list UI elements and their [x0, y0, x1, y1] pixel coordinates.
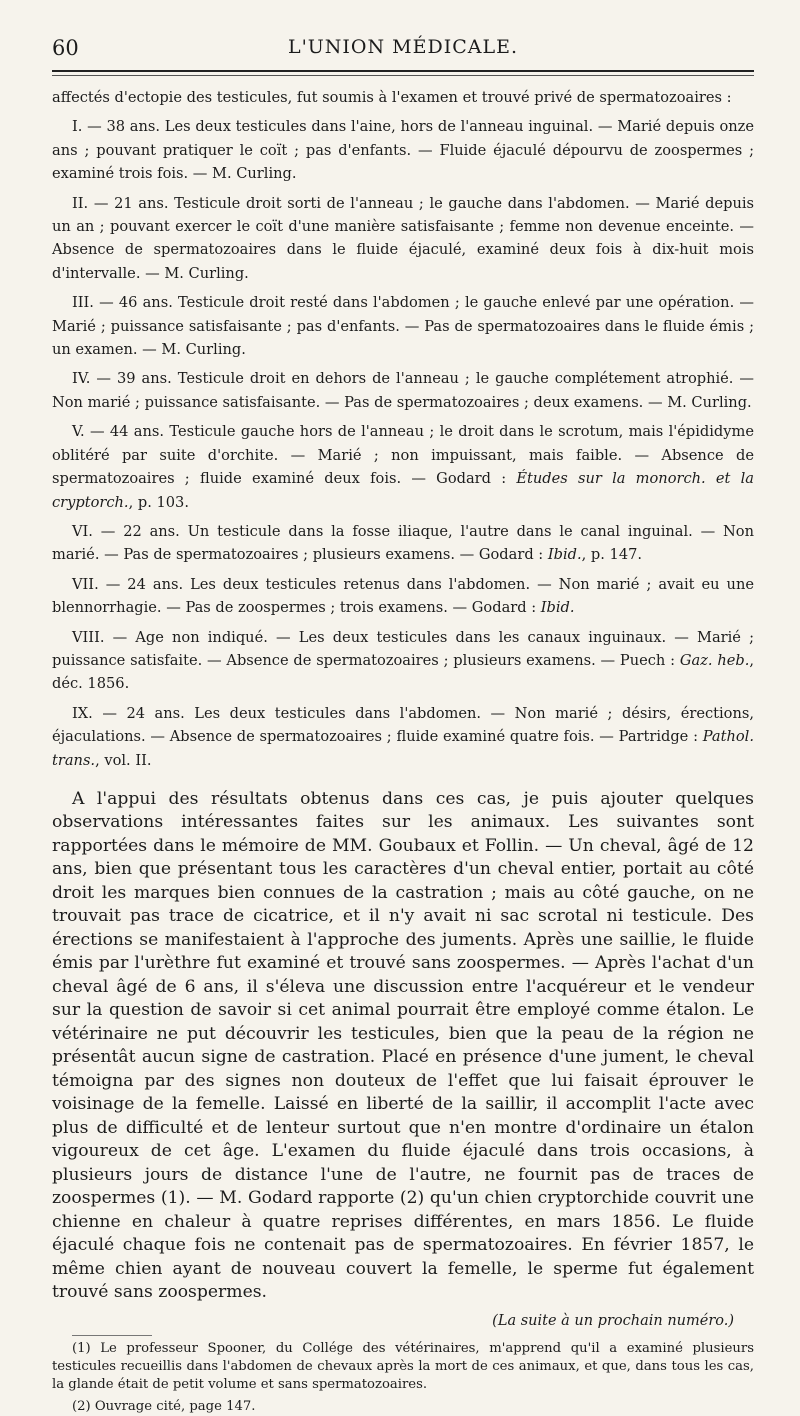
case-item [52, 573, 754, 620]
case-text: — 39 ans. Testicule droit en dehors de l'anneau ; le gauche complétement atrophié. — Non marié ; puissance satisfaisante. — Pas de spermatozoaires ; deux examens. — M. Curling. [52, 370, 754, 411]
case-item [52, 291, 754, 361]
case-text: — 46 ans. Testicule droit resté dans l'abdomen ; le gauche enlevé par une opération. — Marié ; puissance satisfaisante ; pas d'enfants. — Pas de spermatozoaires dans le fluide émis ; un examen. — M. Curling. [52, 294, 754, 359]
case-tail: , vol. II. [95, 751, 152, 769]
case-item [52, 367, 754, 414]
case-text: — 38 ans. Les deux testicules dans l'aine, hors de l'anneau inguinal. — Marié depuis onze ans ; pouvant pratiquer le coït ; pas d'enfants. — Fluide éjaculé dépourvu de zoospermes ; examiné trois fois. — M. Curling. [52, 118, 754, 183]
case-item [52, 192, 754, 286]
case-text: — 22 ans. Un testicule dans la fosse iliaque, l'autre dans le canal inguinal. — Non marié. — Pas de spermatozoaires ; plusieurs examens. — Godard : [52, 522, 754, 564]
case-number: I. [72, 118, 83, 136]
continued-note: (La suite à un prochain numéro.) [492, 1312, 734, 1329]
header-rule-thin [52, 75, 754, 76]
case-text: — 44 ans. Testicule gauche hors de l'anneau ; le droit dans le scrotum, mais l'épididyme oblitéré par suite d'orchite. — Marié ; non impuissant, mais faible. — Absence de spermatozoaires ; fluide examiné deux fois. — Godard : [52, 423, 754, 488]
case-item [52, 702, 754, 772]
case-tail: , p. 103. [128, 493, 189, 511]
case-tail: , p. 147. [581, 546, 643, 564]
body-paragraph: A l'appui des résultats obtenus dans ces cas, je puis ajouter quelques observations intéressantes faites sur les animaux. Les suivantes sont rapportées dans le mémoire de MM. Goubaux et Follin. — Un cheval, âgé de 12 ans, bien que présentant tous les caractères d'un cheval entier, portait au côté droit les marques bien connues de la castration ; mais au côté gauche, on ne trouvait pas trace de cicatrice, et il n'y avait ni sac scrotal ni testicule. Des érections se manifestaient à l'approche des juments. Après une saillie, le fluide émis par l'urèthre fut examiné et trouvé sans zoospermes. — Après l'achat d'un cheval âgé de 6 ans, il s'éleva une discussion entre l'acquéreur et le vendeur sur la question de savoir si cet animal pourrait être employé comme étalon. Le vétérinaire ne put découvrir les testicules, bien que la peau de la région ne présentât aucun signe de castration. Placé en présence d'une jument, le cheval témoigna par des signes non douteux de l'effet que lui faisait éprouver le voisinage de la femelle. Laissé en liberté de la saillir, il accomplit l'acte avec plus de difficulté et de lenteur surtout que n'en montre d'ordinaire un étalon vigoureux de cet âge. L'examen du fluide éjaculé dans trois occasions, à plusieurs jours de distance l'une de l'autre, ne fournit pas de traces de zoospermes (1). — M. Godard rapporte (2) qu'un chien cryptorchide couvrit une chienne en chaleur à quatre reprises différentes, en mars 1856. Le fluide éjaculé chaque fois ne contenait pas de spermatozoaires. En février 1857, le même chien ayant de nouveau couvert la femelle, le sperme fut également trouvé sans zoospermes. [52, 788, 754, 1303]
case-number: II. [72, 194, 89, 212]
case-citation: Ibid. [540, 599, 575, 617]
case-citation: Pathol. trans. [52, 728, 754, 769]
case-citation: Ibid. [547, 546, 582, 564]
header-rule [52, 70, 754, 72]
case-item [52, 420, 754, 514]
case-text: — 24 ans. Les deux testicules retenus dans l'abdomen. — Non marié ; avait eu une blennorrhagie. — Pas de zoospermes ; trois examens. — Godard : [52, 575, 754, 617]
case-text: — Age non indiqué. — Les deux testicules dans les canaux inguinaux. — Marié ; puissance satisfaite. — Absence de spermatozoaires ; plusieurs examens. — Puech : [52, 628, 754, 669]
footnote-rule [72, 1335, 152, 1336]
footnote-2: (2) Ouvrage cité, page 147. [72, 1398, 256, 1414]
case-number: V. [72, 423, 85, 441]
page-number: 60 [52, 36, 79, 60]
case-number: VII. [72, 575, 99, 593]
page-header [52, 28, 754, 66]
case-number: VIII. [72, 628, 105, 646]
case-number: VI. [72, 522, 93, 540]
case-number: IV. [72, 370, 91, 388]
intro-text: affectés d'ectopie des testicules, fut soumis à l'examen et trouvé privé de spermatozoaires : [52, 89, 732, 106]
footnote-1: (1) Le professeur Spooner, du Collége des vétérinaires, m'apprend qu'il a examiné plusieurs testicules recueillis dans l'abdomen de chevaux après la mort de ces animaux, et que, dans tous les cas, la glande était de petit volume et sans spermatozoaires. [52, 1340, 754, 1392]
case-number: IX. [72, 704, 93, 722]
case-item [52, 520, 754, 567]
case-number: III. [72, 294, 94, 312]
case-citation: Études sur la monorch. et la cryptorch. [52, 470, 754, 511]
case-item [52, 115, 754, 185]
running-title: L'UNION MÉDICALE. [287, 36, 519, 58]
case-tail: , déc. 1856. [52, 651, 755, 693]
case-text: — 21 ans. Testicule droit sorti de l'anneau ; le gauche dans l'abdomen. — Marié depuis un an ; pouvant exercer le coït d'une manière satisfaisante ; femme non devenue enceinte. — Absence de spermatozoaires dans le fluide éjaculé, examiné deux fois à dix-huit mois d'intervalle. — M. Curling. [52, 194, 754, 282]
case-text: — 24 ans. Les deux testicules dans l'abdomen. — Non marié ; désirs, érections, éjaculations. — Absence de spermatozoaires ; fluide examiné quatre fois. — Partridge : [52, 704, 754, 746]
case-list [52, 115, 754, 772]
case-citation: Gaz. heb. [679, 651, 750, 669]
case-item [52, 626, 754, 696]
